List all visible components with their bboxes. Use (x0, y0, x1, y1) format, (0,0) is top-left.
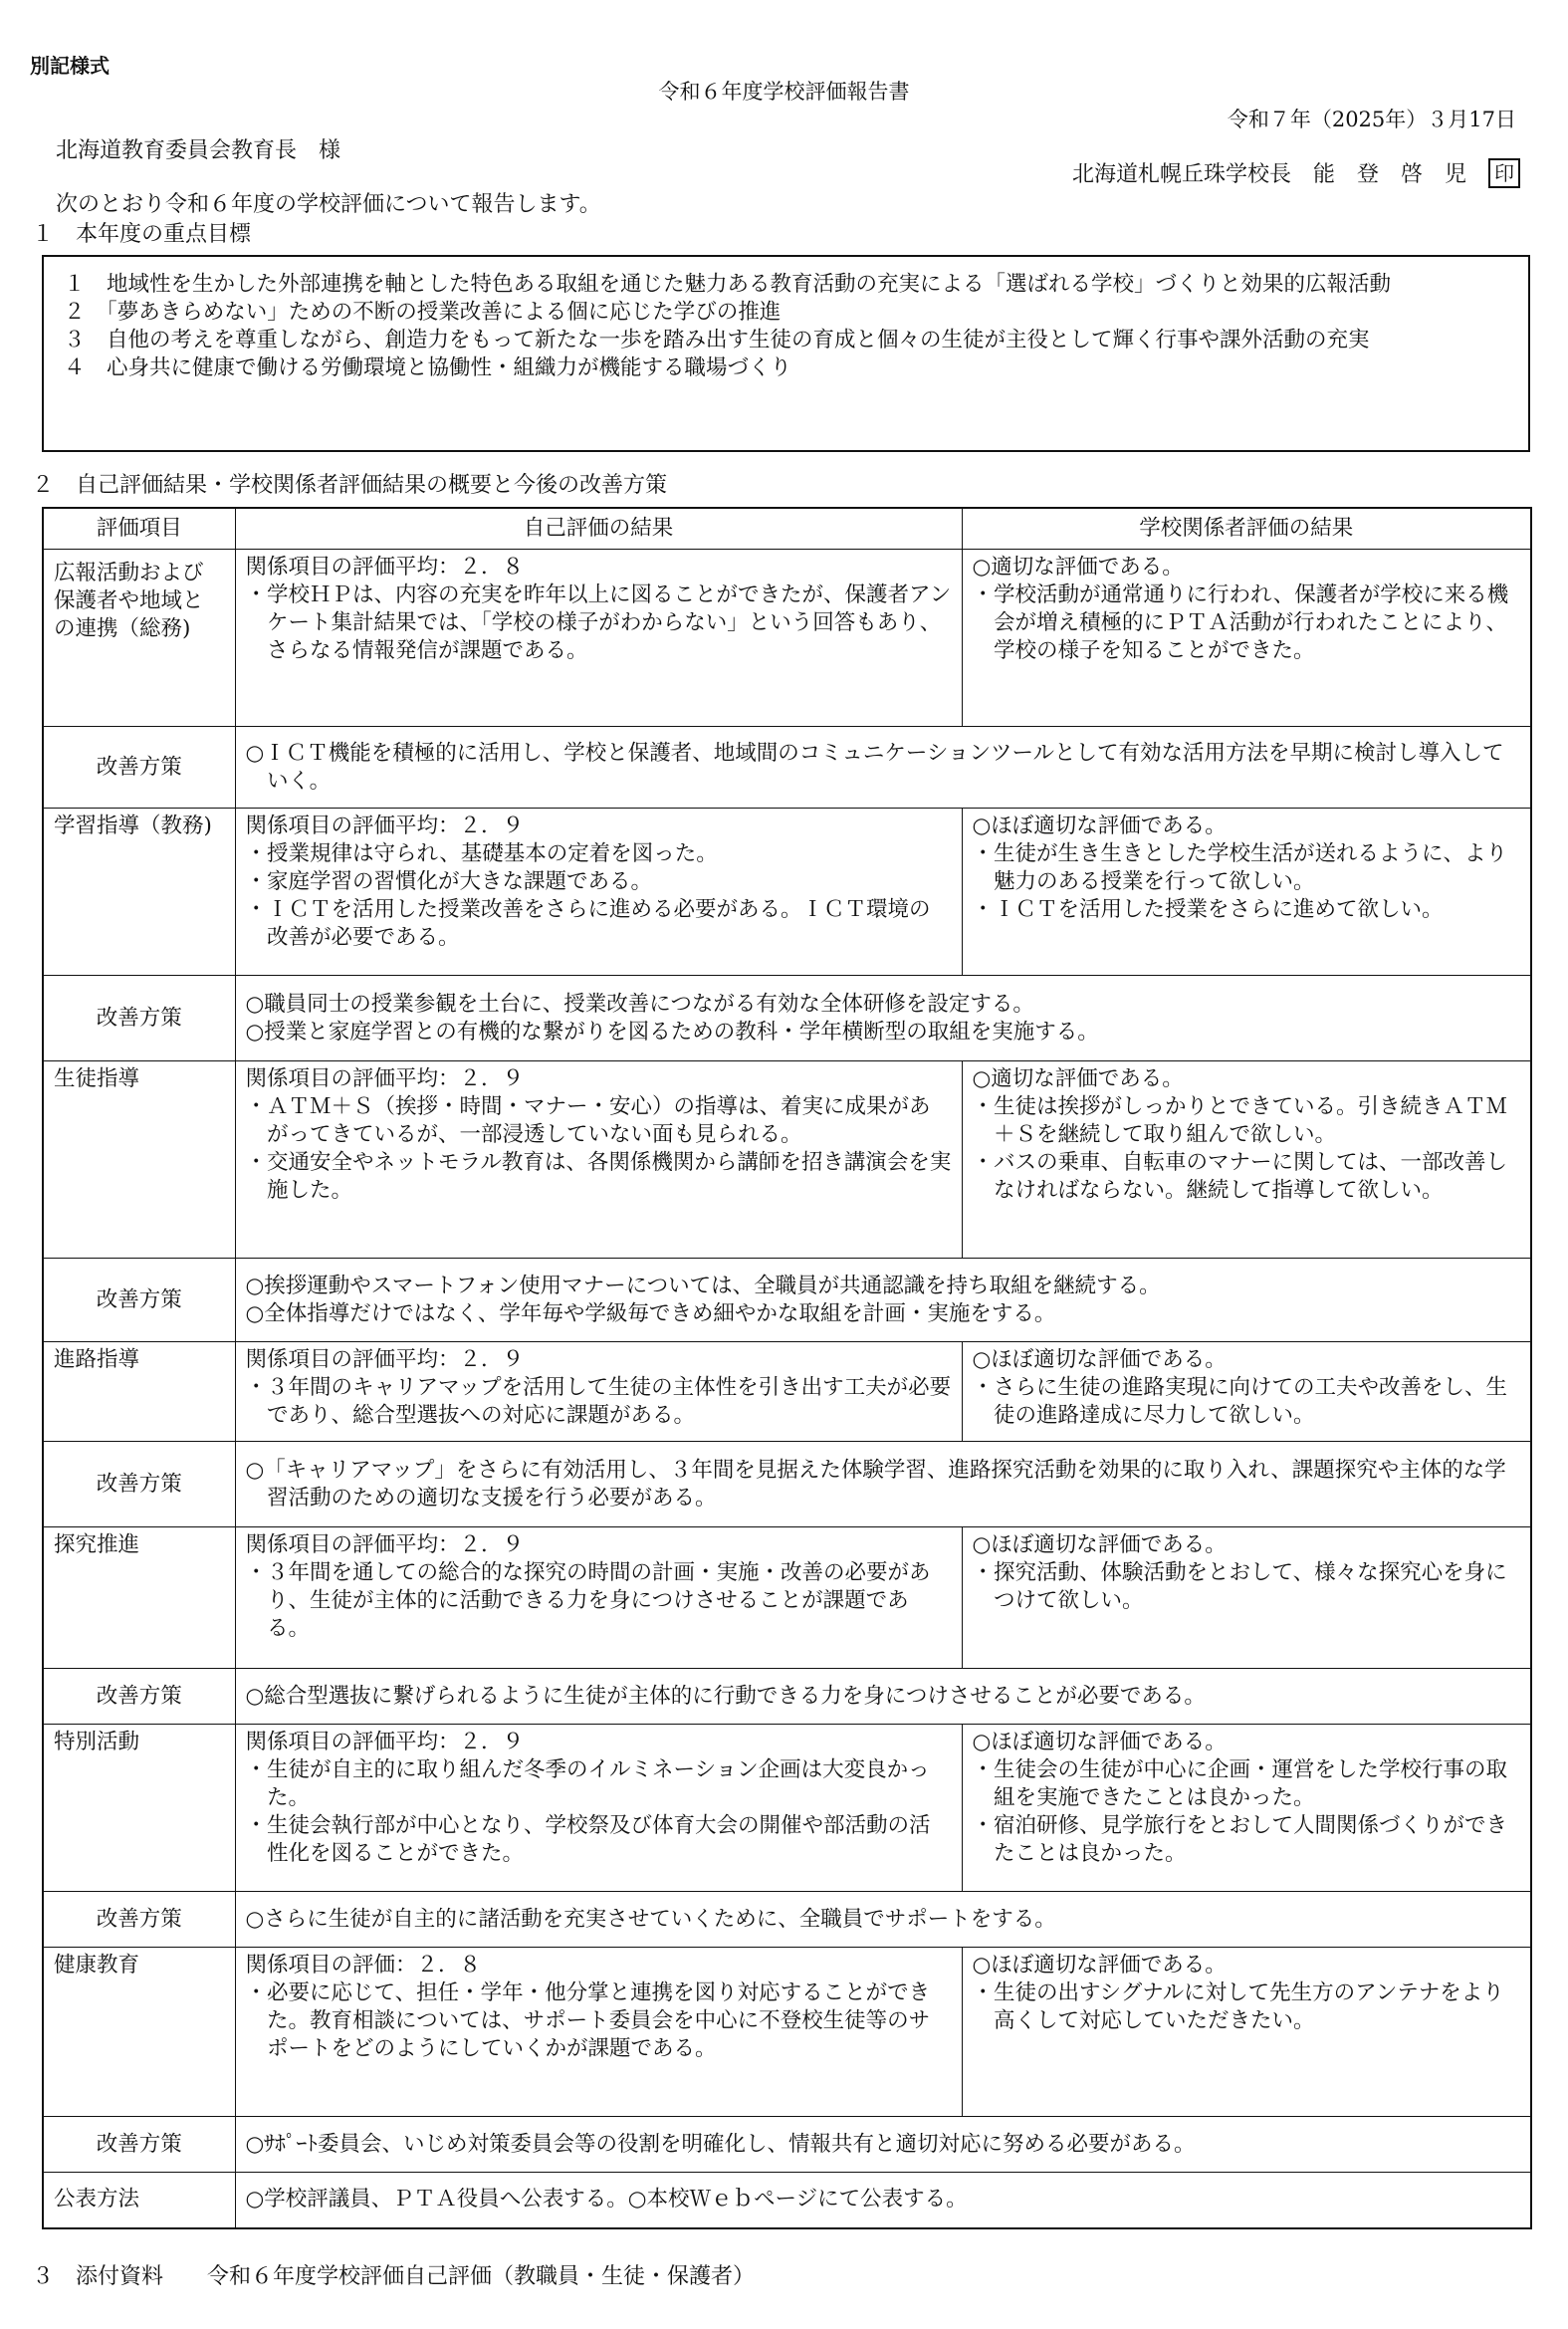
related-head: ○ほぼ適切な評価である。 (972, 814, 1227, 838)
improve-label: 改善方策 (43, 976, 235, 1061)
improve-row (43, 1892, 1531, 1948)
self-avg: 関係項目の評価：２．８ (245, 1953, 482, 1978)
publication-label: 公表方法 (43, 2173, 235, 2228)
report-date: 令和７年（2025年）３月17日 (1227, 108, 1516, 131)
improve-label: 改善方策 (43, 1259, 235, 1342)
table-row (43, 1948, 1531, 2117)
eval-item: 生徒指導 (43, 1061, 235, 1259)
seal-mark: 印 (1488, 158, 1520, 188)
self-bullet: ・交通安全やネットモラル教育は、各関係機関から講師を招き講演会を実施した。 (245, 1150, 952, 1203)
improve-row (43, 2117, 1531, 2173)
improve-label: 改善方策 (43, 727, 235, 809)
eval-item: 探究推進 (43, 1527, 235, 1669)
self-eval (235, 550, 962, 727)
section3-heading: ３ 添付資料 令和６年度学校評価自己評価（教職員・生徒・保護者） (32, 2264, 756, 2289)
improve-label: 改善方策 (43, 2117, 235, 2173)
improve-item: ○総合型選抜に繋げられるように生徒が主体的に行動できる力を身につけさせることが必要である。 (245, 1683, 1206, 1709)
table-row (43, 550, 1531, 727)
related-eval (962, 1725, 1531, 1892)
eval-item: 特別活動 (43, 1725, 235, 1892)
self-bullet: ・生徒が自主的に取り組んだ冬季のイルミネーション企画は大変良かった。 (245, 1757, 930, 1810)
related-bullet: ・学校活動が通常通りに行われ、保護者が学校に来る機会が増え積極的にＰＴＡ活動が行われたことにより、学校の様子を知ることができた。 (972, 582, 1509, 663)
addressee: 北海道教育委員会教育長 様 (56, 138, 341, 163)
self-bullet: ・必要に応じて、担任・学年・他分掌と連携を図り対応することができた。教育相談については、サポート委員会を中心に不登校生徒等のサポートをどのようにしていくかが課題である。 (245, 1980, 931, 2061)
self-avg: 関係項目の評価平均：２．９ (245, 1532, 525, 1557)
self-avg: 関係項目の評価平均：２．９ (245, 1066, 525, 1091)
improve-item: ○挨拶運動やスマートフォン使用マナーについては、全職員が共通認識を持ち取組を継続する。 (245, 1273, 1161, 1298)
header-related: 学校関係者評価の結果 (962, 508, 1531, 550)
improve-text (235, 2117, 1531, 2173)
improve-text (235, 1259, 1531, 1342)
self-avg: 関係項目の評価平均：２．９ (245, 814, 525, 838)
improve-text (235, 1892, 1531, 1948)
eval-item: 広報活動および保護者や地域との連携（総務) (43, 550, 235, 727)
self-avg: 関係項目の評価平均：２．９ (245, 1347, 525, 1372)
table-row (43, 1342, 1531, 1442)
evaluation-table (42, 507, 1532, 2229)
self-eval (235, 1061, 962, 1259)
self-bullet: ・３年間のキャリアマップを活用して生徒の主体性を引き出す工夫が必要であり、総合型選抜への対応に課題がある。 (245, 1375, 952, 1428)
improve-item: ○「キャリアマップ」をさらに有効活用し、３年間を見据えた体験学習、進路探究活動を効果的に取り入れ、課題探究や主体的な学習活動のための適切な支援を行う必要がある。 (245, 1457, 1506, 1511)
self-bullet: ・学校ＨＰは、内容の充実を昨年以上に図ることができたが、保護者アンケート集計結果では、｢学校の様子がわからない」という回答もあり、さらなる情報発信が課題である。 (245, 582, 952, 663)
self-eval (235, 1725, 962, 1892)
improve-text (235, 727, 1531, 809)
related-head: ○ほぼ適切な評価である。 (972, 1347, 1227, 1372)
related-bullet: ・宿泊研修、見学旅行をとおして人間関係づくりができたことは良かった。 (972, 1813, 1508, 1866)
goal-item: ２ 「夢あきらめない」ための不断の授業改善による個に応じた学びの推進 (64, 300, 782, 325)
self-eval (235, 809, 962, 976)
related-head: ○ほぼ適切な評価である。 (972, 1953, 1227, 1978)
related-bullet: ・生徒の出すシグナルに対して先生方のアンテナをより高くして対応していただきたい。 (972, 1980, 1504, 2033)
improve-text (235, 1442, 1531, 1527)
improve-label: 改善方策 (43, 1669, 235, 1725)
related-head: ○適切な評価である。 (972, 555, 1184, 580)
intro-text: 次のとおり令和６年度の学校評価について報告します。 (56, 192, 601, 217)
improve-label: 改善方策 (43, 1892, 235, 1948)
related-eval (962, 1061, 1531, 1259)
section1-heading: １ 本年度の重点目標 (32, 222, 252, 247)
improve-item: ○全体指導だけではなく、学年毎や学級毎できめ細やかな取組を計画・実施をする。 (245, 1300, 1056, 1326)
improve-item: ○ｻﾎﾟｰﾄ委員会、いじめ対策委員会等の役割を明確化し、情報共有と適切対応に努める必要がある。 (245, 2131, 1196, 2157)
self-avg: 関係項目の評価平均：２．９ (245, 1730, 525, 1754)
related-head: ○ほぼ適切な評価である。 (972, 1730, 1227, 1754)
self-bullet: ・家庭学習の習慣化が大きな課題である。 (245, 869, 653, 894)
self-avg: 関係項目の評価平均：２．８ (245, 555, 525, 580)
related-head: ○ほぼ適切な評価である。 (972, 1532, 1227, 1557)
related-eval (962, 1527, 1531, 1669)
publication-text: ○学校評議員、ＰＴＡ役員へ公表する。○本校Ｗｅｂページにて公表する。 (235, 2173, 1531, 2228)
eval-item: 学習指導（教務) (43, 809, 235, 976)
related-bullet: ・生徒会の生徒が中心に企画・運営をした学校行事の取組を実施できたことは良かった。 (972, 1757, 1508, 1810)
related-bullet: ・生徒が生き生きとした学校生活が送れるように、より魅力のある授業を行って欲しい。 (972, 841, 1508, 894)
related-bullet: ・バスの乗車、自転車のマナーに関しては、一部改善しなければならない。継続して指導して欲しい。 (972, 1150, 1508, 1203)
document-title: 令和６年度学校評価報告書 (658, 80, 910, 104)
related-eval (962, 809, 1531, 976)
table-header-row (43, 508, 1531, 550)
self-eval (235, 1342, 962, 1442)
goal-item: ３ 自他の考えを尊重しながら、創造力をもって新たな一歩を踏み出す生徒の育成と個々の生徒が主役として輝く行事や課外活動の充実 (64, 328, 1370, 352)
table-row (43, 1061, 1531, 1259)
improve-row (43, 1669, 1531, 1725)
self-bullet: ・授業規律は守られ、基礎基本の定着を図った。 (245, 841, 718, 866)
goal-item: １ 地域性を生かした外部連携を軸とした特色ある取組を通じた魅力ある教育活動の充実による「選ばれる学校」づくりと効果的広報活動 (64, 272, 1392, 297)
header-self: 自己評価の結果 (235, 508, 962, 550)
sender-name: 北海道札幌丘珠学校長 能 登 啓 児 (1071, 162, 1466, 187)
related-bullet: ・生徒は挨拶がしっかりとできている。引き続きＡＴＭ＋Ｓを継続して取り組んで欲しい。 (972, 1094, 1508, 1147)
related-eval (962, 550, 1531, 727)
sender-block (1072, 157, 1520, 188)
related-eval (962, 1948, 1531, 2117)
improve-item: ○職員同士の授業参観を土台に、授業改善につながる有効な全体研修を設定する。 (245, 991, 1034, 1017)
self-eval (235, 1948, 962, 2117)
related-bullet: ・さらに生徒の進路実現に向けての工夫や改善をし、生徒の進路達成に尽力して欲しい。 (972, 1375, 1508, 1428)
table-row (43, 1725, 1531, 1892)
eval-item: 進路指導 (43, 1342, 235, 1442)
self-eval (235, 1527, 962, 1669)
improve-item: ○さらに生徒が自主的に諸活動を充実させていくために、全職員でサポートをする。 (245, 1906, 1056, 1932)
improve-label: 改善方策 (43, 1442, 235, 1527)
related-bullet: ・ＩＣＴを活用した授業をさらに進めて欲しい。 (972, 897, 1444, 922)
table-row (43, 809, 1531, 976)
goal-item: ４ 心身共に健康で働ける労働環境と協働性・組織力が機能する職場づくり (64, 355, 792, 380)
self-bullet: ・生徒会執行部が中心となり、学校祭及び体育大会の開催や部活動の活性化を図ることができた。 (245, 1813, 931, 1866)
self-bullet: ・ＡＴＭ＋Ｓ（挨拶・時間・マナー・安心）の指導は、着実に成果があがってきているが、一部浸透していない面も見られる。 (245, 1094, 931, 1147)
related-bullet: ・探究活動、体験活動をとおして、様々な探究心を身につけて欲しい。 (972, 1560, 1507, 1613)
related-head: ○適切な評価である。 (972, 1066, 1184, 1091)
goals-box (42, 255, 1530, 452)
improve-row (43, 1442, 1531, 1527)
eval-item: 健康教育 (43, 1948, 235, 2117)
publication-row (43, 2173, 1531, 2228)
improve-row (43, 1259, 1531, 1342)
improve-item: ○ＩＣＴ機能を積極的に活用し、学校と保護者、地域間のコミュニケーションツールとして有効な活用方法を早期に検討し導入していく。 (245, 740, 1504, 794)
improve-item: ○授業と家庭学習との有機的な繋がりを図るための教科・学年横断型の取組を実施する。 (245, 1019, 1099, 1045)
improve-row (43, 976, 1531, 1061)
related-eval (962, 1342, 1531, 1442)
improve-text (235, 976, 1531, 1061)
self-bullet: ・３年間を通しての総合的な探究の時間の計画・実施・改善の必要があり、生徒が主体的に活動できる力を身につけさせることが課題である。 (245, 1560, 931, 1641)
self-bullet: ・ＩＣＴを活用した授業改善をさらに進める必要がある。ＩＣＴ環境の改善が必要である。 (245, 897, 931, 950)
improve-row (43, 727, 1531, 809)
header-item: 評価項目 (43, 508, 235, 550)
table-row (43, 1527, 1531, 1669)
section2-heading: ２ 自己評価結果・学校関係者評価結果の概要と今後の改善方策 (32, 473, 668, 498)
form-label: 別記様式 (30, 54, 110, 78)
improve-text (235, 1669, 1531, 1725)
